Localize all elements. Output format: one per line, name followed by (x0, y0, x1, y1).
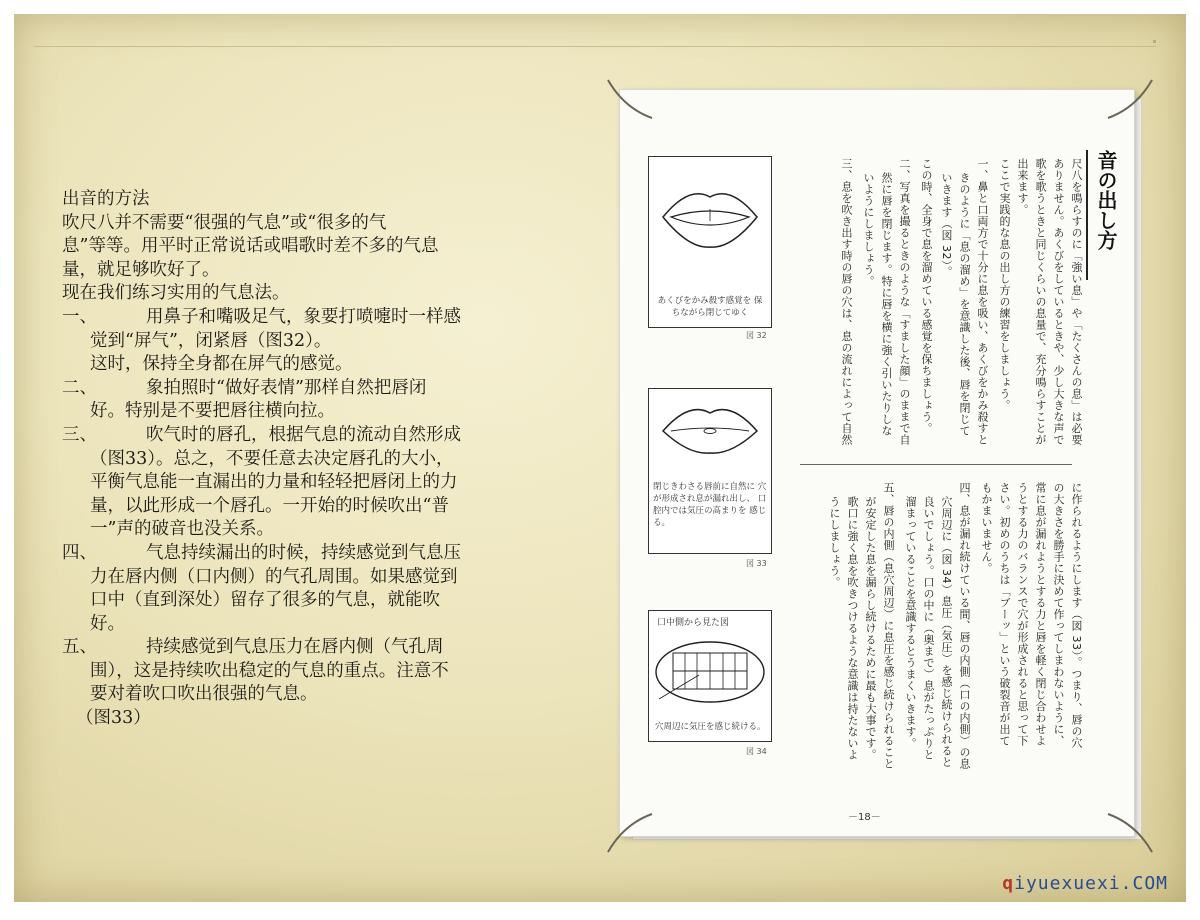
figure-32-label: 図 32 (746, 331, 767, 340)
section-divider (800, 464, 1072, 465)
step-line: 气息持续漏出的时候，持续感觉到气息压 (146, 542, 461, 563)
page-corner-curl-top-left (606, 78, 654, 126)
step-item (62, 636, 550, 707)
text-column: 常に息が漏れようとする力と唇を軽く閉じ合わせよ (1034, 482, 1047, 747)
section-title: 出音的方法 (62, 189, 150, 209)
page-corner-curl-bottom-right (1106, 806, 1154, 854)
text-column: 歌を歌うときと同じくらいの息量で、充分鳴らすことが (1034, 158, 1047, 446)
text-column: きのように「息の溜め」を意識した後、唇を閉じて (958, 172, 971, 437)
step-line: 一”声的破音也没关系。 (90, 519, 274, 540)
text-column: 然に唇を閉じます。特に唇を横に強く引いたりしな (880, 172, 893, 437)
intro-line: 现在我们练习实用的气息法。 (62, 283, 290, 304)
text-column: 尺八を鳴らすのに「強い息」や「たくさんの息」は必要 (1070, 158, 1083, 446)
step-item (62, 306, 550, 377)
step-line: 围），这是持续吹出稳定的气息的重点。注意不 (90, 660, 449, 681)
text-column: いようにしましょう。 (862, 172, 875, 287)
text-column: この時、全身で息を溜めている感覚を保ちましょう。 (920, 158, 933, 434)
text-column: 穴周辺に（図 34）息圧（気圧）を感じ続けられると (940, 496, 953, 768)
figure-33-caption: 閉じきわさる唇前に自然に 穴が形成され息が漏れ出し、 口腔内では気圧の高まりを 感じる。 (653, 482, 767, 528)
text-column: 溜まっていることを意識するとうまくいきます。 (904, 496, 917, 749)
text-column: 出来ます。 (1016, 158, 1029, 216)
step-item (62, 424, 550, 542)
text-column: が安定した息を漏らし続けるために最も大事です。 (864, 496, 877, 761)
step-line: 觉到“屏气”，闭紧唇（图32）。 (90, 330, 332, 351)
watermark-q: q (1002, 873, 1015, 894)
site-watermark (1002, 873, 1168, 894)
step-line: 力在唇内侧（口内侧）的气孔周围。如果感觉到 (90, 566, 458, 587)
text-column: ここで実践的な息の出し方の練習をしましょう。 (998, 158, 1011, 411)
step-line: 好。特别是不要把唇往横向拉。 (90, 401, 335, 422)
text-column: 五、唇の内側（息穴周辺）に息圧を感じ続けられること (882, 482, 895, 770)
page-number: －18－ (848, 812, 881, 823)
step-number: 五、 (62, 637, 97, 658)
step-number: 二、 (62, 377, 97, 398)
header-rule-end (1153, 40, 1156, 43)
intro-line: 吹尺八并不需要“很强的气息”或“很多的气 (62, 212, 387, 233)
scanned-page (620, 90, 1134, 836)
intro-line: 息”等等。用平时正常说话或唱歌时差不多的气息 (62, 236, 439, 257)
figure-33-label: 図 33 (746, 559, 767, 568)
figure-32 (648, 156, 772, 328)
text-column: 二、写真を撮るときのような「すました顔」のままで自 (898, 158, 911, 446)
intro-line: 量，就足够吹好了。 (62, 259, 220, 280)
step-number: 四、 (62, 542, 97, 563)
text-column: さい。初めのうちは「ブーッ」という破裂音が出て (998, 482, 1011, 747)
text-column: 歌口に強く息を吹きつけるような意識は持たないよ (846, 496, 859, 761)
figure-reference: （图33） (76, 708, 151, 729)
step-line: 用鼻子和嘴吸足气，象要打喷嚏时一样感 (146, 306, 461, 327)
step-number: 一、 (62, 306, 97, 327)
step-line: 口中（直到深处）留存了很多的气息，就能吹 (90, 590, 440, 611)
text-column: 四、息が漏れ続けている間、唇の内側（口の内側）の息 (958, 482, 971, 770)
text-column: 三、息を吹き出す時の唇の穴は、息の流れによって自然 (840, 158, 853, 446)
page-corner-curl-bottom-left (606, 806, 654, 854)
figure-34 (648, 610, 772, 742)
step-line: 平衡气息能一直漏出的力量和轻轻把唇闭上的力 (90, 472, 458, 493)
figure-34-title: 口中側から見た図 (657, 618, 730, 628)
lips-opening-illustration (649, 389, 771, 461)
figure-34-label: 図 34 (746, 747, 767, 756)
step-number: 三、 (62, 424, 97, 445)
text-column: の大きさを勝手に決めて作ってしまわないように、 (1052, 482, 1065, 747)
step-line: 吹气时的唇孔，根据气息的流动自然形成 (146, 424, 461, 445)
text-column: 一、鼻と口両方で十分に息を吸い、あくびをかみ殺すと (976, 158, 989, 446)
text-column: に作られるようにします（図 33）。つまり、唇の穴 (1070, 482, 1083, 749)
header-rule (34, 46, 1156, 47)
watermark-domain: iyuexuexi.COM (1014, 873, 1168, 894)
text-column: 良いでしょう。口の中に（奥まで）息がたっぷりと (922, 496, 935, 761)
step-line: 好。 (90, 613, 125, 634)
step-line: （图33）。总之，不要任意去决定唇孔的大小， (90, 448, 454, 469)
page-corner-curl-top-right (1106, 78, 1154, 126)
lips-closing-illustration (649, 157, 771, 277)
figure-34-caption: 穴周辺に気圧を感じ続ける。 (655, 722, 766, 732)
text-column: もかまいません。 (980, 482, 993, 574)
text-column: うとする力のバランスで穴が形成されると思って下 (1016, 482, 1029, 747)
step-line: 这时，保持全身都在屏气的感觉。 (90, 354, 353, 375)
text-column: ありません。あくびをしているときや、少し大きな声で (1052, 158, 1065, 446)
step-item (62, 377, 550, 424)
step-line: 持续感觉到气息压力在唇内侧（气孔周 (146, 637, 444, 658)
instruction-text (62, 188, 550, 731)
step-line: 要对着吹口吹出很强的气息。 (90, 684, 318, 705)
step-line: 象拍照时“做好表情”那样自然把唇闭 (146, 377, 427, 398)
figure-33 (648, 388, 772, 554)
text-column: いきます（図 32）。 (940, 172, 953, 278)
text-column: うにしましょう。 (828, 496, 841, 588)
scan-title: 音の出し方 (1086, 150, 1121, 280)
teeth-inner-view-illustration (649, 637, 771, 707)
step-line: 量，以此形成一个唇孔。一开始的时候吹出“普 (90, 495, 449, 516)
step-item (62, 542, 550, 636)
figure-32-caption: あくびをかみ殺す感覚を 保ちながら閉じてゆく (657, 296, 763, 318)
